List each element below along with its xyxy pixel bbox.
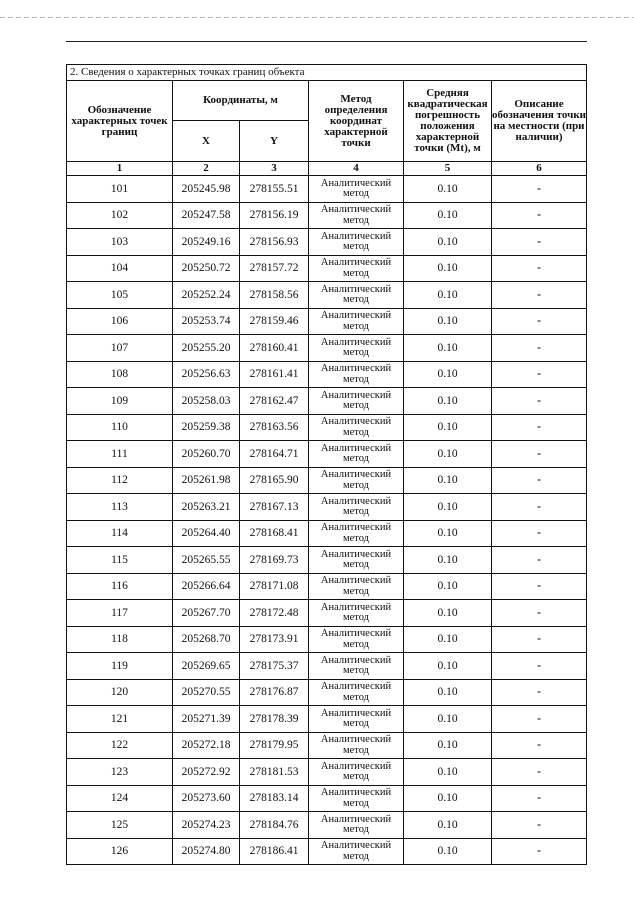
x-coordinate-cell: 205253.74 <box>173 308 240 335</box>
y-coordinate-cell: 278168.41 <box>240 520 309 547</box>
method-line-2: метод <box>342 718 370 730</box>
point-id-cell: 114 <box>67 520 173 547</box>
point-id-cell: 106 <box>67 308 173 335</box>
table-row <box>67 176 587 203</box>
y-coordinate-cell: 278179.95 <box>240 732 309 759</box>
x-coordinate-cell: 205272.18 <box>173 732 240 759</box>
header-coordinates: Координаты, м <box>173 81 309 121</box>
method-cell <box>309 785 404 812</box>
method-cell <box>309 706 404 733</box>
y-coordinate-cell: 278162.47 <box>240 388 309 415</box>
x-coordinate-cell: 205258.03 <box>173 388 240 415</box>
description-cell: - <box>492 229 587 256</box>
method-cell <box>309 414 404 441</box>
column-numbers-row <box>67 162 587 176</box>
x-coordinate-cell: 205272.92 <box>173 759 240 786</box>
error-cell: 0.10 <box>404 785 492 812</box>
error-cell: 0.10 <box>404 308 492 335</box>
point-id-cell: 102 <box>67 202 173 229</box>
y-coordinate-cell: 278158.56 <box>240 282 309 309</box>
point-id-cell: 109 <box>67 388 173 415</box>
point-id-cell: 111 <box>67 441 173 468</box>
table-row <box>67 706 587 733</box>
error-cell: 0.10 <box>404 653 492 680</box>
table-row <box>67 600 587 627</box>
y-coordinate-cell: 278167.13 <box>240 494 309 521</box>
y-coordinate-cell: 278160.41 <box>240 335 309 362</box>
method-line-1: Аналитический <box>320 628 392 640</box>
x-coordinate-cell: 205245.98 <box>173 176 240 203</box>
method-line-1: Аналитический <box>320 575 392 587</box>
method-line-1: Аналитический <box>320 204 392 216</box>
description-cell: - <box>492 388 587 415</box>
method-line-2: метод <box>342 479 370 491</box>
point-id-cell: 115 <box>67 547 173 574</box>
table-row <box>67 547 587 574</box>
y-coordinate-cell: 278164.71 <box>240 441 309 468</box>
boundary-points-table <box>66 64 587 865</box>
method-cell <box>309 679 404 706</box>
point-id-cell: 113 <box>67 494 173 521</box>
column-number: 3 <box>240 162 309 176</box>
point-id-cell: 112 <box>67 467 173 494</box>
point-id-cell: 126 <box>67 838 173 865</box>
method-line-2: метод <box>342 691 370 703</box>
method-cell <box>309 759 404 786</box>
point-id-cell: 122 <box>67 732 173 759</box>
method-line-2: метод <box>342 320 370 332</box>
description-cell: - <box>492 706 587 733</box>
method-line-2: метод <box>342 559 370 571</box>
method-line-2: метод <box>342 294 370 306</box>
y-coordinate-cell: 278161.41 <box>240 361 309 388</box>
method-cell <box>309 732 404 759</box>
error-cell: 0.10 <box>404 414 492 441</box>
table-row <box>67 838 587 865</box>
method-line-1: Аналитический <box>320 495 392 507</box>
description-cell: - <box>492 838 587 865</box>
error-cell: 0.10 <box>404 361 492 388</box>
method-cell <box>309 520 404 547</box>
method-line-1: Аналитический <box>320 681 392 693</box>
error-cell: 0.10 <box>404 176 492 203</box>
table-row <box>67 361 587 388</box>
y-coordinate-cell: 278186.41 <box>240 838 309 865</box>
description-cell: - <box>492 361 587 388</box>
method-cell <box>309 202 404 229</box>
y-coordinate-cell: 278159.46 <box>240 308 309 335</box>
page-top-edge <box>0 17 634 18</box>
error-cell: 0.10 <box>404 838 492 865</box>
error-cell: 0.10 <box>404 626 492 653</box>
method-line-2: метод <box>342 638 370 650</box>
error-cell: 0.10 <box>404 494 492 521</box>
method-line-2: метод <box>342 612 370 624</box>
point-id-cell: 117 <box>67 600 173 627</box>
table-row <box>67 494 587 521</box>
section-title: 2. Сведения о характерных точках границ объекта <box>67 65 587 81</box>
method-line-1: Аналитический <box>320 442 392 454</box>
method-line-2: метод <box>342 347 370 359</box>
description-cell: - <box>492 732 587 759</box>
y-coordinate-cell: 278183.14 <box>240 785 309 812</box>
x-coordinate-cell: 205267.70 <box>173 600 240 627</box>
method-cell <box>309 547 404 574</box>
y-coordinate-cell: 278184.76 <box>240 812 309 839</box>
table-row <box>67 626 587 653</box>
column-number: 2 <box>173 162 240 176</box>
method-line-2: метод <box>342 824 370 836</box>
method-line-1: Аналитический <box>320 310 392 322</box>
point-id-cell: 119 <box>67 653 173 680</box>
table-row <box>67 282 587 309</box>
y-coordinate-cell: 278155.51 <box>240 176 309 203</box>
method-line-1: Аналитический <box>320 416 392 428</box>
table-row <box>67 653 587 680</box>
error-cell: 0.10 <box>404 812 492 839</box>
y-coordinate-cell: 278156.93 <box>240 229 309 256</box>
error-cell: 0.10 <box>404 679 492 706</box>
column-number: 6 <box>492 162 587 176</box>
x-coordinate-cell: 205250.72 <box>173 255 240 282</box>
x-coordinate-cell: 205255.20 <box>173 335 240 362</box>
table-row <box>67 414 587 441</box>
method-cell <box>309 335 404 362</box>
error-cell: 0.10 <box>404 706 492 733</box>
method-line-2: метод <box>342 373 370 385</box>
point-id-cell: 116 <box>67 573 173 600</box>
point-id-cell: 124 <box>67 785 173 812</box>
description-cell: - <box>492 414 587 441</box>
method-line-2: метод <box>342 797 370 809</box>
table-row <box>67 812 587 839</box>
description-cell: - <box>492 308 587 335</box>
y-coordinate-cell: 278175.37 <box>240 653 309 680</box>
header-point-designation: Обозначение характерных точек границ <box>67 81 173 162</box>
x-coordinate-cell: 205273.60 <box>173 785 240 812</box>
method-line-1: Аналитический <box>320 522 392 534</box>
method-line-1: Аналитический <box>320 734 392 746</box>
error-cell: 0.10 <box>404 229 492 256</box>
y-coordinate-cell: 278157.72 <box>240 255 309 282</box>
point-id-cell: 118 <box>67 626 173 653</box>
y-coordinate-cell: 278171.08 <box>240 573 309 600</box>
method-line-2: метод <box>342 241 370 253</box>
point-id-cell: 121 <box>67 706 173 733</box>
point-id-cell: 104 <box>67 255 173 282</box>
method-cell <box>309 812 404 839</box>
x-coordinate-cell: 205263.21 <box>173 494 240 521</box>
description-cell: - <box>492 494 587 521</box>
x-coordinate-cell: 205270.55 <box>173 679 240 706</box>
point-id-cell: 105 <box>67 282 173 309</box>
header-x: X <box>173 121 240 162</box>
error-cell: 0.10 <box>404 282 492 309</box>
x-coordinate-cell: 205247.58 <box>173 202 240 229</box>
description-cell: - <box>492 282 587 309</box>
x-coordinate-cell: 205265.55 <box>173 547 240 574</box>
method-line-1: Аналитический <box>320 389 392 401</box>
description-cell: - <box>492 679 587 706</box>
x-coordinate-cell: 205268.70 <box>173 626 240 653</box>
method-line-1: Аналитический <box>320 787 392 799</box>
method-line-1: Аналитический <box>320 707 392 719</box>
y-coordinate-cell: 278172.48 <box>240 600 309 627</box>
x-coordinate-cell: 205274.23 <box>173 812 240 839</box>
header-description: Описание обозначения точки на местности (при наличии) <box>492 81 587 162</box>
point-id-cell: 108 <box>67 361 173 388</box>
x-coordinate-cell: 205269.65 <box>173 653 240 680</box>
description-cell: - <box>492 202 587 229</box>
table-row <box>67 520 587 547</box>
error-cell: 0.10 <box>404 467 492 494</box>
x-coordinate-cell: 205271.39 <box>173 706 240 733</box>
error-cell: 0.10 <box>404 388 492 415</box>
column-number: 5 <box>404 162 492 176</box>
error-cell: 0.10 <box>404 520 492 547</box>
error-cell: 0.10 <box>404 255 492 282</box>
method-line-1: Аналитический <box>320 336 392 348</box>
error-cell: 0.10 <box>404 547 492 574</box>
x-coordinate-cell: 205264.40 <box>173 520 240 547</box>
method-line-2: метод <box>342 267 370 279</box>
y-coordinate-cell: 278163.56 <box>240 414 309 441</box>
method-line-1: Аналитический <box>320 177 392 189</box>
table-row <box>67 335 587 362</box>
method-line-2: метод <box>342 214 370 226</box>
column-number: 1 <box>67 162 173 176</box>
table-row <box>67 467 587 494</box>
header-error: Средняя квадратическая погрешность положения характерной точки (Mt), м <box>404 81 492 162</box>
description-cell: - <box>492 785 587 812</box>
method-line-1: Аналитический <box>320 548 392 560</box>
method-line-2: метод <box>342 453 370 465</box>
method-cell <box>309 626 404 653</box>
x-coordinate-cell: 205260.70 <box>173 441 240 468</box>
method-line-1: Аналитический <box>320 230 392 242</box>
error-cell: 0.10 <box>404 573 492 600</box>
x-coordinate-cell: 205252.24 <box>173 282 240 309</box>
method-line-2: метод <box>342 771 370 783</box>
method-cell <box>309 229 404 256</box>
point-id-cell: 123 <box>67 759 173 786</box>
method-line-2: метод <box>342 850 370 862</box>
description-cell: - <box>492 441 587 468</box>
method-line-2: метод <box>342 585 370 597</box>
header-y: Y <box>240 121 309 162</box>
table-row <box>67 441 587 468</box>
description-cell: - <box>492 626 587 653</box>
point-id-cell: 101 <box>67 176 173 203</box>
y-coordinate-cell: 278169.73 <box>240 547 309 574</box>
error-cell: 0.10 <box>404 202 492 229</box>
method-cell <box>309 388 404 415</box>
method-line-1: Аналитический <box>320 654 392 666</box>
method-cell <box>309 282 404 309</box>
method-cell <box>309 653 404 680</box>
x-coordinate-cell: 205266.64 <box>173 573 240 600</box>
point-id-cell: 120 <box>67 679 173 706</box>
method-line-1: Аналитический <box>320 840 392 852</box>
method-line-2: метод <box>342 426 370 438</box>
method-cell <box>309 441 404 468</box>
x-coordinate-cell: 205261.98 <box>173 467 240 494</box>
description-cell: - <box>492 653 587 680</box>
method-line-2: метод <box>342 506 370 518</box>
description-cell: - <box>492 467 587 494</box>
error-cell: 0.10 <box>404 759 492 786</box>
method-line-1: Аналитический <box>320 257 392 269</box>
description-cell: - <box>492 812 587 839</box>
table-row <box>67 759 587 786</box>
x-coordinate-cell: 205259.38 <box>173 414 240 441</box>
description-cell: - <box>492 520 587 547</box>
header-rule <box>66 41 587 42</box>
error-cell: 0.10 <box>404 732 492 759</box>
description-cell: - <box>492 255 587 282</box>
error-cell: 0.10 <box>404 335 492 362</box>
description-cell: - <box>492 335 587 362</box>
point-id-cell: 125 <box>67 812 173 839</box>
table-row <box>67 229 587 256</box>
point-id-cell: 110 <box>67 414 173 441</box>
table-row <box>67 388 587 415</box>
description-cell: - <box>492 176 587 203</box>
method-line-1: Аналитический <box>320 363 392 375</box>
method-cell <box>309 494 404 521</box>
y-coordinate-cell: 278181.53 <box>240 759 309 786</box>
y-coordinate-cell: 278165.90 <box>240 467 309 494</box>
error-cell: 0.10 <box>404 600 492 627</box>
x-coordinate-cell: 205256.63 <box>173 361 240 388</box>
table-row <box>67 732 587 759</box>
point-id-cell: 107 <box>67 335 173 362</box>
table-row <box>67 308 587 335</box>
table-row <box>67 255 587 282</box>
point-id-cell: 103 <box>67 229 173 256</box>
header-method: Метод определения координат характерной точки <box>309 81 404 162</box>
method-cell <box>309 255 404 282</box>
x-coordinate-cell: 205249.16 <box>173 229 240 256</box>
method-line-2: метод <box>342 532 370 544</box>
table-row <box>67 202 587 229</box>
y-coordinate-cell: 278176.87 <box>240 679 309 706</box>
method-line-1: Аналитический <box>320 813 392 825</box>
method-line-2: метод <box>342 744 370 756</box>
method-line-1: Аналитический <box>320 760 392 772</box>
description-cell: - <box>492 600 587 627</box>
table-row <box>67 573 587 600</box>
description-cell: - <box>492 759 587 786</box>
table-row <box>67 785 587 812</box>
method-cell <box>309 573 404 600</box>
method-line-1: Аналитический <box>320 469 392 481</box>
description-cell: - <box>492 547 587 574</box>
method-line-2: метод <box>342 400 370 412</box>
method-cell <box>309 467 404 494</box>
method-cell <box>309 176 404 203</box>
y-coordinate-cell: 278178.39 <box>240 706 309 733</box>
method-cell <box>309 361 404 388</box>
method-line-1: Аналитический <box>320 601 392 613</box>
error-cell: 0.10 <box>404 441 492 468</box>
method-line-2: метод <box>342 665 370 677</box>
table-row <box>67 679 587 706</box>
method-line-2: метод <box>342 188 370 200</box>
method-cell <box>309 600 404 627</box>
y-coordinate-cell: 278156.19 <box>240 202 309 229</box>
y-coordinate-cell: 278173.91 <box>240 626 309 653</box>
column-number: 4 <box>309 162 404 176</box>
method-cell <box>309 308 404 335</box>
method-cell <box>309 838 404 865</box>
description-cell: - <box>492 573 587 600</box>
x-coordinate-cell: 205274.80 <box>173 838 240 865</box>
method-line-1: Аналитический <box>320 283 392 295</box>
